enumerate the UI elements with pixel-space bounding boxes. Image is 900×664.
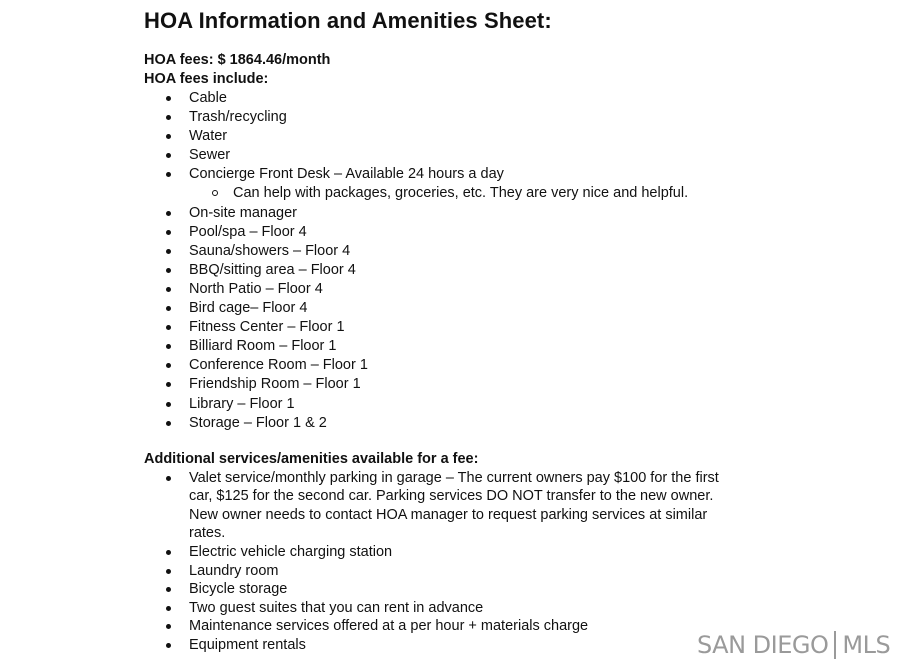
bullet-icon: [166, 306, 171, 311]
list-item: Sewer: [144, 146, 864, 165]
list-item: Maintenance services offered at a per hour + materials charge: [144, 617, 864, 636]
bullet-icon: [166, 382, 171, 387]
bullet-icon: [166, 249, 171, 254]
list-item: Billiard Room – Floor 1: [144, 337, 864, 356]
bullet-icon: [166, 476, 171, 481]
list-item: Trash/recycling: [144, 108, 864, 127]
list-item: Library – Floor 1: [144, 395, 864, 414]
watermark-divider: [834, 631, 836, 659]
list-item: Laundry room: [144, 562, 864, 581]
document-title: HOA Information and Amenities Sheet:: [144, 8, 552, 33]
list-item: Sauna/showers – Floor 4: [144, 242, 864, 261]
bullet-icon: [166, 153, 171, 158]
list-item: On-site manager: [144, 204, 864, 223]
hoa-include-heading: HOA fees include:: [144, 71, 269, 87]
list-item: Fitness Center – Floor 1: [144, 318, 864, 337]
list-item: Valet service/monthly parking in garage – The current owners pay $100 for the first car, $125 for the second car. Parking services DO NOT transfer to the new owner. New owner needs to contact HOA manager to request parking services at similar rates.: [144, 469, 719, 543]
list-item: Two guest suites that you can rent in advance: [144, 599, 864, 618]
list-item: Conference Room – Floor 1: [144, 356, 864, 375]
circle-bullet-icon: [212, 190, 218, 196]
list-item: Storage – Floor 1 & 2: [144, 414, 864, 433]
bullet-icon: [166, 606, 171, 611]
list-item: Friendship Room – Floor 1: [144, 375, 864, 394]
bullet-icon: [166, 569, 171, 574]
list-item: North Patio – Floor 4: [144, 280, 864, 299]
bullet-icon: [166, 363, 171, 368]
bullet-icon: [166, 211, 171, 216]
bullet-icon: [166, 421, 171, 426]
sub-list-item: Can help with packages, groceries, etc. They are very nice and helpful.: [144, 184, 864, 203]
bullet-icon: [166, 325, 171, 330]
document: [144, 6, 864, 655]
bullet-icon: [166, 268, 171, 273]
list-item: Water: [144, 127, 864, 146]
watermark-left-text: SAN DIEGO: [697, 631, 829, 659]
san-diego-mls-watermark: [697, 628, 890, 662]
bullet-icon: [166, 96, 171, 101]
hoa-fees-line: HOA fees: $ 1864.46/month: [144, 52, 331, 68]
bullet-icon: [166, 134, 171, 139]
included-list: [144, 89, 864, 433]
bullet-icon: [166, 344, 171, 349]
list-item: Pool/spa – Floor 4: [144, 223, 864, 242]
bullet-icon: [166, 287, 171, 292]
list-item: Bird cage– Floor 4: [144, 299, 864, 318]
list-item: Equipment rentals: [144, 636, 864, 655]
bullet-icon: [166, 230, 171, 235]
bullet-icon: [166, 643, 171, 648]
bullet-icon: [166, 402, 171, 407]
bullet-icon: [166, 587, 171, 592]
bullet-icon: [166, 624, 171, 629]
list-item: Bicycle storage: [144, 580, 864, 599]
bullet-icon: [166, 550, 171, 555]
list-item: Concierge Front Desk – Available 24 hours a day Can help with packages, groceries, etc. They are very nice and helpful.: [144, 165, 864, 203]
list-item: Cable: [144, 89, 864, 108]
list-item: Electric vehicle charging station: [144, 543, 864, 562]
list-item: BBQ/sitting area – Floor 4: [144, 261, 864, 280]
bullet-icon: [166, 115, 171, 120]
additional-heading: Additional services/amenities available for a fee:: [144, 450, 479, 467]
watermark-right-text: MLS: [842, 631, 891, 659]
additional-list: [144, 469, 864, 655]
bullet-icon: [166, 172, 171, 177]
